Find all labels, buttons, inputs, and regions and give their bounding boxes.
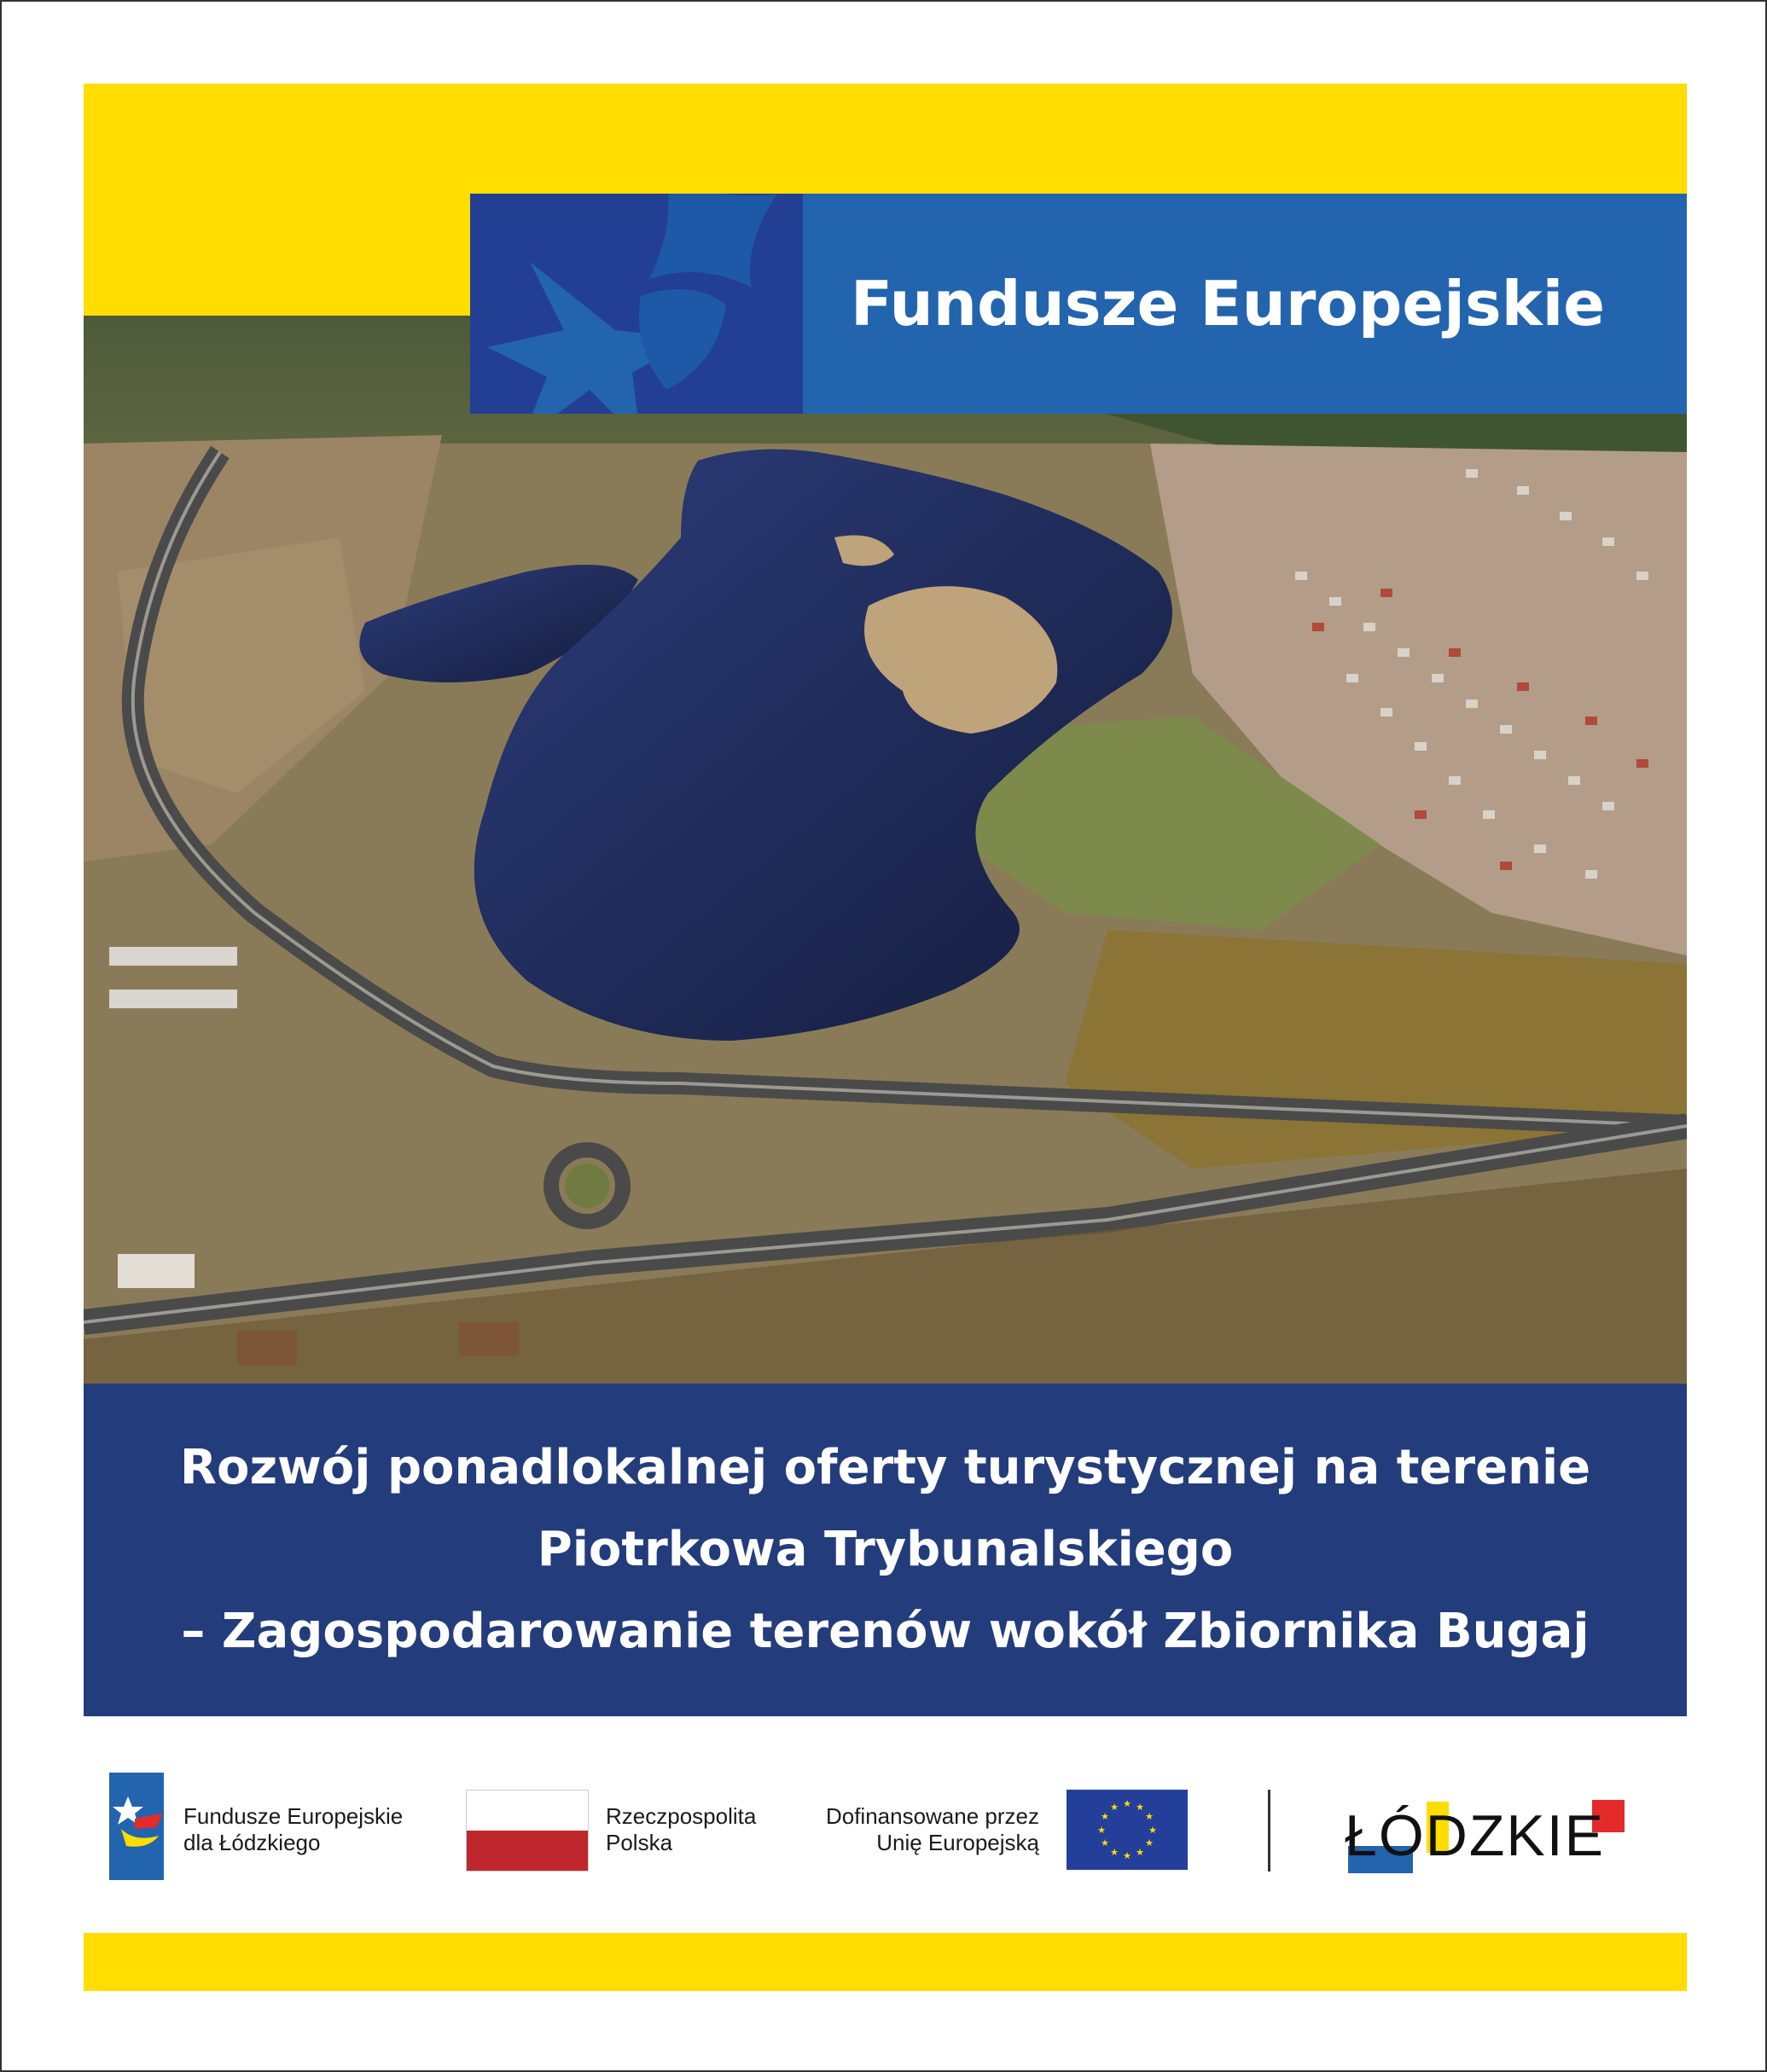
svg-text:★: ★ [1123, 1850, 1131, 1861]
bottom-yellow-band [84, 1933, 1687, 1991]
svg-text:★: ★ [1148, 1825, 1157, 1836]
svg-text:★: ★ [1097, 1825, 1106, 1836]
project-title-line-3: – Zagospodarowanie terenów wokół Zbiornika Bugaj [181, 1604, 1590, 1659]
project-title-band [84, 1384, 1687, 1716]
svg-text:★: ★ [1145, 1811, 1154, 1822]
fe-banner [470, 194, 1687, 414]
poland-flag-icon [466, 1790, 589, 1872]
fe-lodzkie-logo-icon [109, 1773, 169, 1880]
rp-text: Rzeczpospolita Polska [606, 1803, 757, 1855]
svg-text:★: ★ [1145, 1837, 1154, 1849]
svg-text:★: ★ [1136, 1802, 1144, 1813]
svg-text:★: ★ [1110, 1802, 1119, 1813]
project-title-line-1: Rozwój ponadlokalnej oferty turystycznej na terenie [179, 1440, 1591, 1495]
lodzkie-wordmark: ŁÓDZKIE [1345, 1803, 1605, 1868]
funding-logos-strip [84, 1759, 1687, 1895]
svg-text:★: ★ [1101, 1837, 1109, 1849]
svg-text:★: ★ [1123, 1798, 1131, 1809]
fe-banner-title: Fundusze Europejskie [850, 268, 1606, 340]
fe-star-icon [470, 194, 803, 414]
aerial-photo-reservoir [84, 316, 1687, 1384]
eu-flag-icon [1067, 1790, 1188, 1870]
eu-text: Dofinansowane przez Unię Europejską [825, 1803, 1039, 1855]
project-title-line-2: Piotrkowa Trybunalskiego [537, 1522, 1234, 1577]
svg-text:★: ★ [1136, 1847, 1144, 1858]
logo-divider [1268, 1790, 1270, 1872]
fe-lodzkie-text: Fundusze Europejskie dla Łódzkiego [183, 1803, 404, 1855]
svg-text:★: ★ [1110, 1847, 1119, 1858]
svg-text:★: ★ [1101, 1811, 1109, 1822]
lodzkie-logo [1345, 1790, 1652, 1875]
